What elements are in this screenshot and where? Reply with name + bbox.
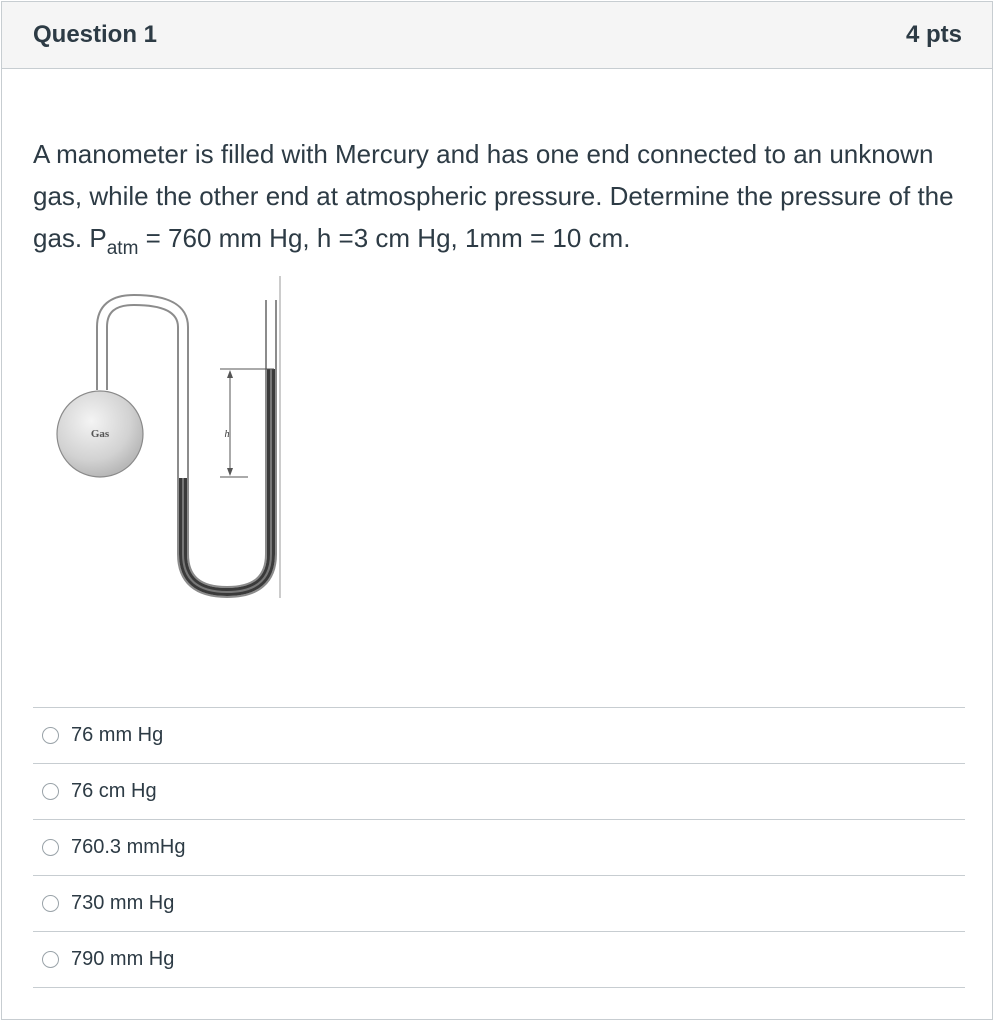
radio-button[interactable] [42,727,59,744]
answer-label: 76 mm Hg [71,724,164,746]
answer-label: 730 mm Hg [71,892,175,914]
radio-button[interactable] [42,783,59,800]
question-header [2,2,992,69]
height-label: h [224,429,230,440]
radio-button[interactable] [42,895,59,912]
radio-button[interactable] [42,839,59,856]
question-text-main: A manometer is filled with Mercury and has one end connected to an unknown gas, while the other end at atmospheric pressure. Determine the pressure of the gas. P [33,139,954,253]
radio-button[interactable] [42,951,59,968]
question-points: 4 pts [905,21,962,48]
answer-label: 790 mm Hg [71,948,175,970]
question-text-subscript: atm [106,238,139,259]
answer-option[interactable] [33,708,965,764]
answer-label: 76 cm Hg [71,780,157,802]
manometer-diagram [52,272,292,602]
answer-list [33,707,965,988]
question-card [1,1,993,1020]
question-text [33,133,963,259]
answer-option[interactable] [33,876,965,932]
answer-option[interactable] [33,932,965,988]
answer-label: 760.3 mmHg [71,836,186,858]
question-title: Question 1 [33,21,158,48]
answer-option[interactable] [33,820,965,876]
gas-label: Gas [90,428,110,440]
question-text-values: = 760 mm Hg, h =3 cm Hg, 1mm = 10 cm. [138,223,631,253]
answer-option[interactable] [33,764,965,820]
